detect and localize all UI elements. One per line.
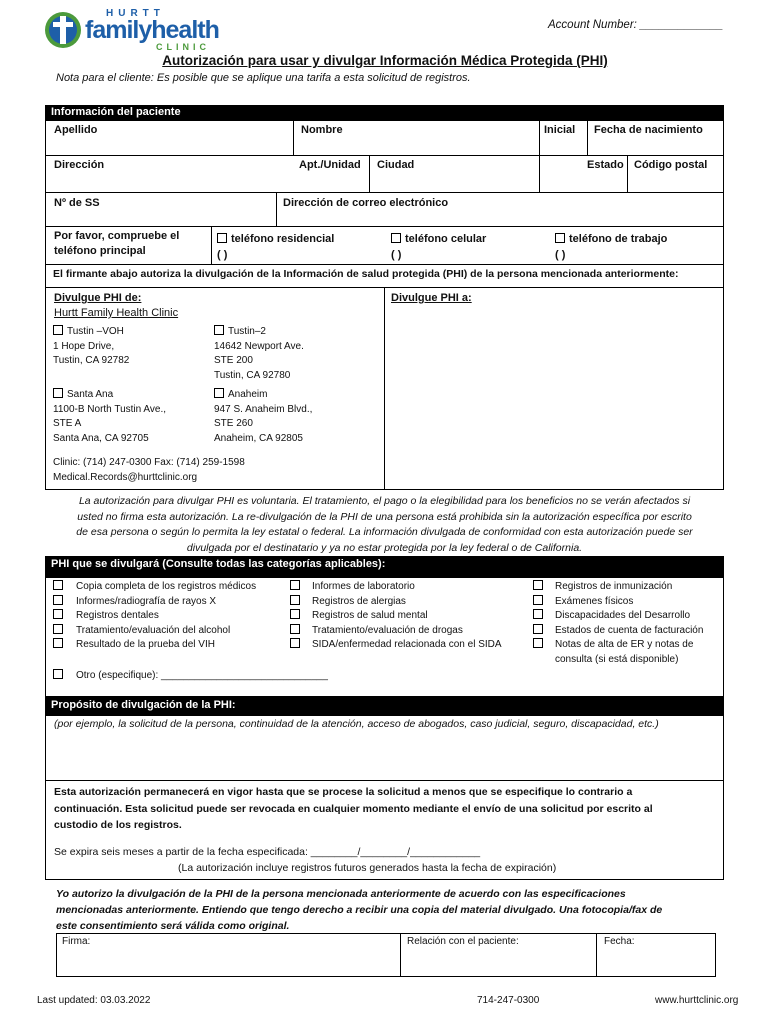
- phi-col-3: Registros de inmunización Exámenes físicos Discapacidades del Desarrollo Estados de cuenta de facturación Notas de alta de ER y notas de consulta (si está disponible): [533, 580, 703, 668]
- fee-note: Nota para el cliente: Es posible que se aplique una tarifa a esta solicitud de registros.: [56, 72, 471, 84]
- purpose-title: Propósito de divulgación de la PHI:: [45, 697, 724, 716]
- label-inicial: Inicial: [544, 124, 576, 136]
- account-number[interactable]: Account Number: _____________: [548, 19, 724, 31]
- phi-other[interactable]: Otro (especifique): ______________________________: [53, 669, 328, 684]
- disclosure-statement: El firmante abajo autoriza la divulgación de la Información de salud protegida (PHI) de la persona mencionada anteriormente:: [53, 268, 679, 280]
- checkbox-icon[interactable]: [53, 388, 63, 398]
- checkbox-icon[interactable]: [53, 580, 63, 590]
- clinic-phone: Clinic: (714) 247-0300 Fax: (714) 259-1598: [53, 457, 245, 468]
- location-tustin-2[interactable]: Tustin–2 14642 Newport Ave. STE 200 Tustin, CA 92780: [214, 326, 304, 381]
- label-ciudad: Ciudad: [377, 159, 415, 171]
- expire-note: (La autorización incluye registros futuros generados hasta la fecha de expiración): [178, 862, 557, 874]
- checkbox-icon[interactable]: [555, 233, 565, 243]
- checkbox-icon[interactable]: [53, 669, 63, 679]
- phi-col-2: [290, 580, 502, 653]
- location-santa-ana[interactable]: Santa Ana 1100-B North Tustin Ave., STE A Santa Ana, CA 92705: [53, 389, 167, 444]
- checkbox-icon[interactable]: [217, 233, 227, 243]
- phone-home-paren: ( ): [217, 249, 228, 261]
- label-direccion: Dirección: [54, 159, 105, 171]
- to-label: Divulgue PHI a:: [391, 292, 472, 304]
- clinic-name: Hurtt Family Health Clinic: [54, 307, 179, 319]
- phi-option[interactable]: Exámenes físicos: [533, 595, 703, 610]
- checkbox-icon[interactable]: [533, 609, 543, 619]
- phi-option[interactable]: Resultado de la prueba del VIH: [53, 638, 256, 653]
- phone-work-label: teléfono de trabajo: [569, 233, 668, 245]
- label-apt: Apt./Unidad: [299, 159, 361, 171]
- checkbox-icon[interactable]: [391, 233, 401, 243]
- checkbox-icon[interactable]: [533, 638, 543, 648]
- phi-section-title: PHI que se divulgará (Consulte todas las categorías aplicables):: [45, 556, 724, 578]
- validity-text: Esta autorización permanecerá en vigor hasta que se procese la solicitud a menos que se especifique lo contrario a continuación. Esta solicitud puede ser revocada en cualquier momento mediante el envío de una solicitud por escrito al custodio de los registros.: [54, 786, 653, 831]
- label-ssn: Nº de SS: [54, 197, 100, 209]
- phone-home-option[interactable]: [217, 233, 334, 245]
- signature-label: Firma:: [62, 936, 91, 947]
- expire-date-line[interactable]: Se expira seis meses a partir de la fecha especificada: ________/________/____________: [54, 846, 481, 858]
- phi-option[interactable]: Copia completa de los registros médicos: [53, 580, 256, 595]
- clinic-logo: [44, 8, 234, 53]
- phone-prompt-2: teléfono principal: [54, 245, 146, 257]
- footer-website[interactable]: www.hurttclinic.org: [655, 995, 739, 1006]
- phi-option[interactable]: Estados de cuenta de facturación: [533, 624, 703, 639]
- phone-prompt-1: Por favor, compruebe el: [54, 230, 180, 242]
- phi-option[interactable]: Tratamiento/evaluación del alcohol: [53, 624, 256, 639]
- checkbox-icon[interactable]: [53, 638, 63, 648]
- label-fecha-nacimiento: Fecha de nacimiento: [594, 124, 703, 136]
- checkbox-icon[interactable]: [53, 325, 63, 335]
- phi-option[interactable]: Tratamiento/evaluación de drogas: [290, 624, 502, 639]
- date-field[interactable]: [604, 936, 714, 976]
- checkbox-icon[interactable]: [290, 638, 300, 648]
- phone-home-label: teléfono residencial: [231, 233, 335, 245]
- checkbox-icon[interactable]: [214, 388, 224, 398]
- phi-option[interactable]: Informes/radiografía de rayos X: [53, 595, 256, 610]
- label-codigo-postal: Código postal: [634, 159, 708, 171]
- relationship-label: Relación con el paciente:: [407, 936, 519, 947]
- phi-option[interactable]: Registros de inmunización: [533, 580, 703, 595]
- location-tustin-voh[interactable]: Tustin –VOH 1 Hope Drive, Tustin, CA 92782: [53, 326, 130, 367]
- checkbox-icon[interactable]: [290, 595, 300, 605]
- label-nombre: Nombre: [301, 124, 343, 136]
- signature-field[interactable]: [62, 936, 400, 976]
- checkbox-icon[interactable]: [533, 580, 543, 590]
- checkbox-icon[interactable]: [53, 624, 63, 634]
- phone-work-option[interactable]: [555, 233, 667, 245]
- phi-option[interactable]: Notas de alta de ER y notas de: [533, 638, 703, 653]
- phi-option[interactable]: Registros de alergias: [290, 595, 502, 610]
- logo-text-bottom: CLINIC: [156, 42, 210, 52]
- purpose-example: (por ejemplo, la solicitud de la persona, continuidad de la atención, acceso de abogados, caso judicial, seguro, discapacidad, etc.): [54, 718, 659, 730]
- checkbox-icon[interactable]: [533, 624, 543, 634]
- phi-option[interactable]: Discapacidades del Desarrollo: [533, 609, 703, 624]
- phone-cell-paren: ( ): [391, 249, 402, 261]
- last-updated: Last updated: 03.03.2022: [37, 995, 151, 1006]
- checkbox-icon[interactable]: [214, 325, 224, 335]
- checkbox-icon[interactable]: [53, 595, 63, 605]
- checkbox-icon[interactable]: [53, 609, 63, 619]
- phi-option[interactable]: Registros de salud mental: [290, 609, 502, 624]
- patient-section-title: Información del paciente: [45, 105, 724, 121]
- phone-cell-option[interactable]: [391, 233, 486, 245]
- phi-option[interactable]: SIDA/enfermedad relacionada con el SIDA: [290, 638, 502, 653]
- checkbox-icon[interactable]: [290, 609, 300, 619]
- phi-option[interactable]: Informes de laboratorio: [290, 580, 502, 595]
- relationship-field[interactable]: [407, 936, 595, 976]
- page-title: Autorización para usar y divulgar Información Médica Protegida (PHI): [162, 53, 608, 68]
- consent-text: Yo autorizo la divulgación de la PHI de la persona mencionada anteriormente de acuerdo con las especificaciones mencionadas anteriormente. Entiendo que tengo derecho a recibir una copia del material divulgado. Una fotocopia/fax de este consentimiento será válida como original.: [56, 888, 663, 932]
- phone-work-paren: ( ): [555, 249, 566, 261]
- phone-cell-label: teléfono celular: [405, 233, 487, 245]
- checkbox-icon[interactable]: [290, 624, 300, 634]
- phi-option[interactable]: Registros dentales: [53, 609, 256, 624]
- voluntary-paragraph: La autorización para divulgar PHI es voluntaria. El tratamiento, el pago o la elegibilidad para los beneficios no se verán afectados si usted no firma esta autorización. La re-divulgación de la PHI de una persona está prohibida sin la autorización específica por escrito de esa persona o según lo permita la ley estatal o federal. La información divulgada de conformidad con esta autorización puede ser divulgada por el destinatario y ya no estar protegida por la ley federal o de California.: [76, 495, 693, 554]
- phi-col-1: [53, 580, 256, 653]
- checkbox-icon[interactable]: [533, 595, 543, 605]
- logo-text-top: HURTT: [106, 8, 165, 19]
- footer-phone: 714-247-0300: [477, 995, 540, 1006]
- label-email: Dirección de correo electrónico: [283, 197, 449, 209]
- location-anaheim[interactable]: Anaheim 947 S. Anaheim Blvd., STE 260 Anaheim, CA 92805: [214, 389, 313, 444]
- from-label: Divulgue PHI de:: [54, 292, 142, 304]
- clinic-contact: [53, 456, 245, 485]
- clinic-email[interactable]: Medical.Records@hurttclinic.org: [53, 471, 198, 483]
- date-label: Fecha:: [604, 936, 635, 947]
- checkbox-icon[interactable]: [290, 580, 300, 590]
- label-estado: Estado: [587, 159, 624, 171]
- logo-text-main: familyhealth: [85, 16, 219, 44]
- label-apellido: Apellido: [54, 124, 98, 136]
